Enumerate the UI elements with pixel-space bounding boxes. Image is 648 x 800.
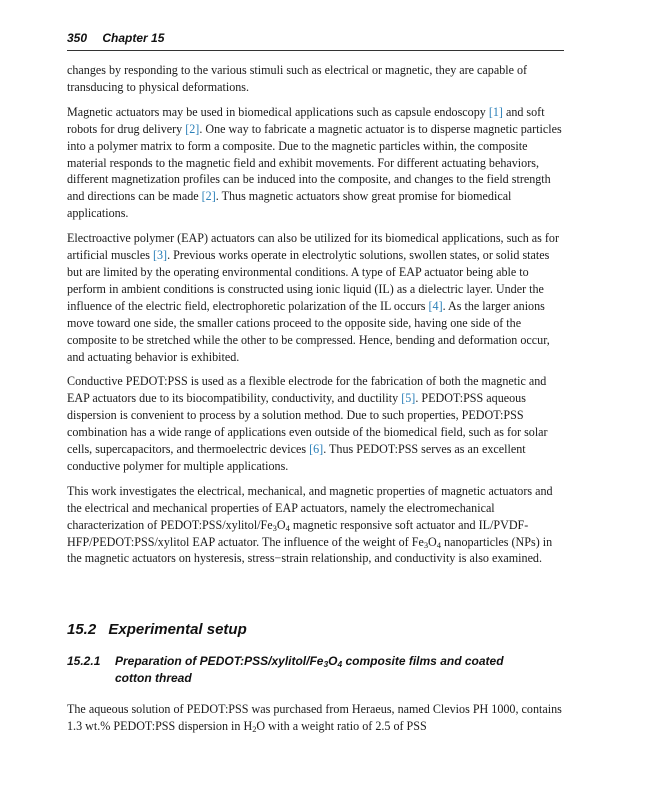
citation-link[interactable]: [1] (488, 104, 503, 119)
paragraph (67, 373, 564, 474)
text-run: . PEDOT:PSS aqueous dispersion is convenient to process by a solution method. Due to such properties, PEDOT:PSS combination has a wide range of applications even outside of the biomedical field, such as for solar cells, supercapacitors, and thermoelectric devices (67, 391, 548, 457)
citation-link[interactable]: [3] (152, 248, 168, 263)
text-run: magnetic responsive soft actuator and IL/PVDF-HFP/PEDOT:PSS/xylitol EAP actuator. The influence of the weight of Fe (67, 517, 529, 549)
text-run: . Thus PEDOT:PSS serves as an excellent conductive polymer for multiple applications. (67, 442, 526, 473)
paragraph (67, 230, 564, 365)
section-title: Experimental setup (108, 621, 247, 638)
text-run: O (328, 654, 338, 668)
text-run: Conductive PEDOT:PSS is used as a flexible electrode for the fabrication of both the magnetic and EAP actuators due to its biocompatibility, conductivity, and ductility (67, 374, 547, 406)
text-run: . As the larger anions move toward one side, the smaller cations proceed to the opposite side, having one side of the composite to be stretched while the other to be compressed. Hence, bending and deformation occur, and actuating behavior is exhibited. (67, 298, 550, 364)
text-run: The aqueous solution of PEDOT:PSS was purchased from Heraeus, named Clevios PH 1000, contains 1.3 wt.% PEDOT:PSS dispersion in H (67, 702, 562, 733)
citation-link[interactable]: [2] (201, 189, 216, 204)
text-run: . Thus magnetic actuators show great promise for biomedical applications. (67, 189, 512, 221)
subscript: 4 (337, 659, 343, 670)
subscript: 3 (323, 659, 329, 670)
running-head (67, 31, 564, 51)
text-run: Preparation of PEDOT:PSS/xylitol/Fe (115, 654, 324, 668)
text-run: composite films and coated (342, 654, 504, 668)
text-run: O with a weight ratio of 2.5 of PSS (256, 718, 427, 733)
page-number: 350 (67, 31, 88, 45)
paragraph (67, 483, 564, 568)
subsection-heading (67, 653, 537, 687)
subsection-number: 15.2.1 (67, 654, 101, 668)
text-run: and soft robots for drug delivery (67, 104, 545, 136)
text-run: changes by responding to the various stimuli such as electrical or magnetic, they are capable of transducing to physical deformations. (67, 63, 528, 94)
citation-link[interactable]: [6] (309, 442, 324, 457)
paragraph (67, 104, 564, 222)
text-run: . One way to fabricate a magnetic actuator is to disperse magnetic particles into a polymer matrix to form a composite. Due to the magnetic particles within, the composite material responds to the magnetic field and exhibit movements. For different actuating behaviors, different magnetization profiles can be induced into the composite, and changes to the field strength and directions can be made (67, 121, 562, 204)
section-heading (67, 621, 247, 638)
citation-link[interactable]: [2] (185, 121, 200, 136)
section-number: 15.2 (67, 621, 97, 638)
subscript: 3 (272, 522, 277, 533)
subsection-title-line2: cotton thread (115, 671, 192, 685)
body-text-continued (67, 701, 564, 735)
text-run: O (276, 517, 286, 532)
citation-link[interactable]: [4] (428, 298, 443, 313)
chapter-label: Chapter 15 (102, 31, 165, 45)
text-run: nanoparticles (NPs) in the magnetic actuators on hysteresis, stress−strain relationship, and conductivity is also examined. (67, 534, 553, 566)
subscript: 4 (436, 539, 442, 550)
subscript: 4 (285, 522, 290, 533)
body-text (67, 62, 564, 575)
paragraph (67, 62, 564, 96)
subscript: 2 (252, 724, 257, 735)
subscript: 3 (423, 539, 429, 550)
text-run: . Previous works operate in electrolytic solutions, swollen states, or solid states but are limited by the operating environmental conditions. A type of EAP actuator being able to perform in ambient conditions is constructed using ionic liquid (IL) as a dielectric layer. Under the influence of the electric field, electrophoretic polarization of the IL occurs (67, 248, 550, 313)
text-run: Electroactive polymer (EAP) actuators can also be utilized for its biomedical applications, such as for artificial muscles (67, 231, 559, 263)
subsection-title-line1 (115, 654, 504, 668)
paragraph (67, 701, 564, 735)
text-run: Magnetic actuators may be used in biomedical applications such as capsule endoscopy (67, 104, 489, 119)
text-run: O (428, 534, 437, 549)
citation-link[interactable]: [5] (401, 391, 416, 406)
text-run: This work investigates the electrical, mechanical, and magnetic properties of magnetic actuators and the electrical and mechanical properties of EAP actuators, namely the electromechanical characterization of PEDOT:PSS/xylitol/Fe (67, 483, 553, 532)
